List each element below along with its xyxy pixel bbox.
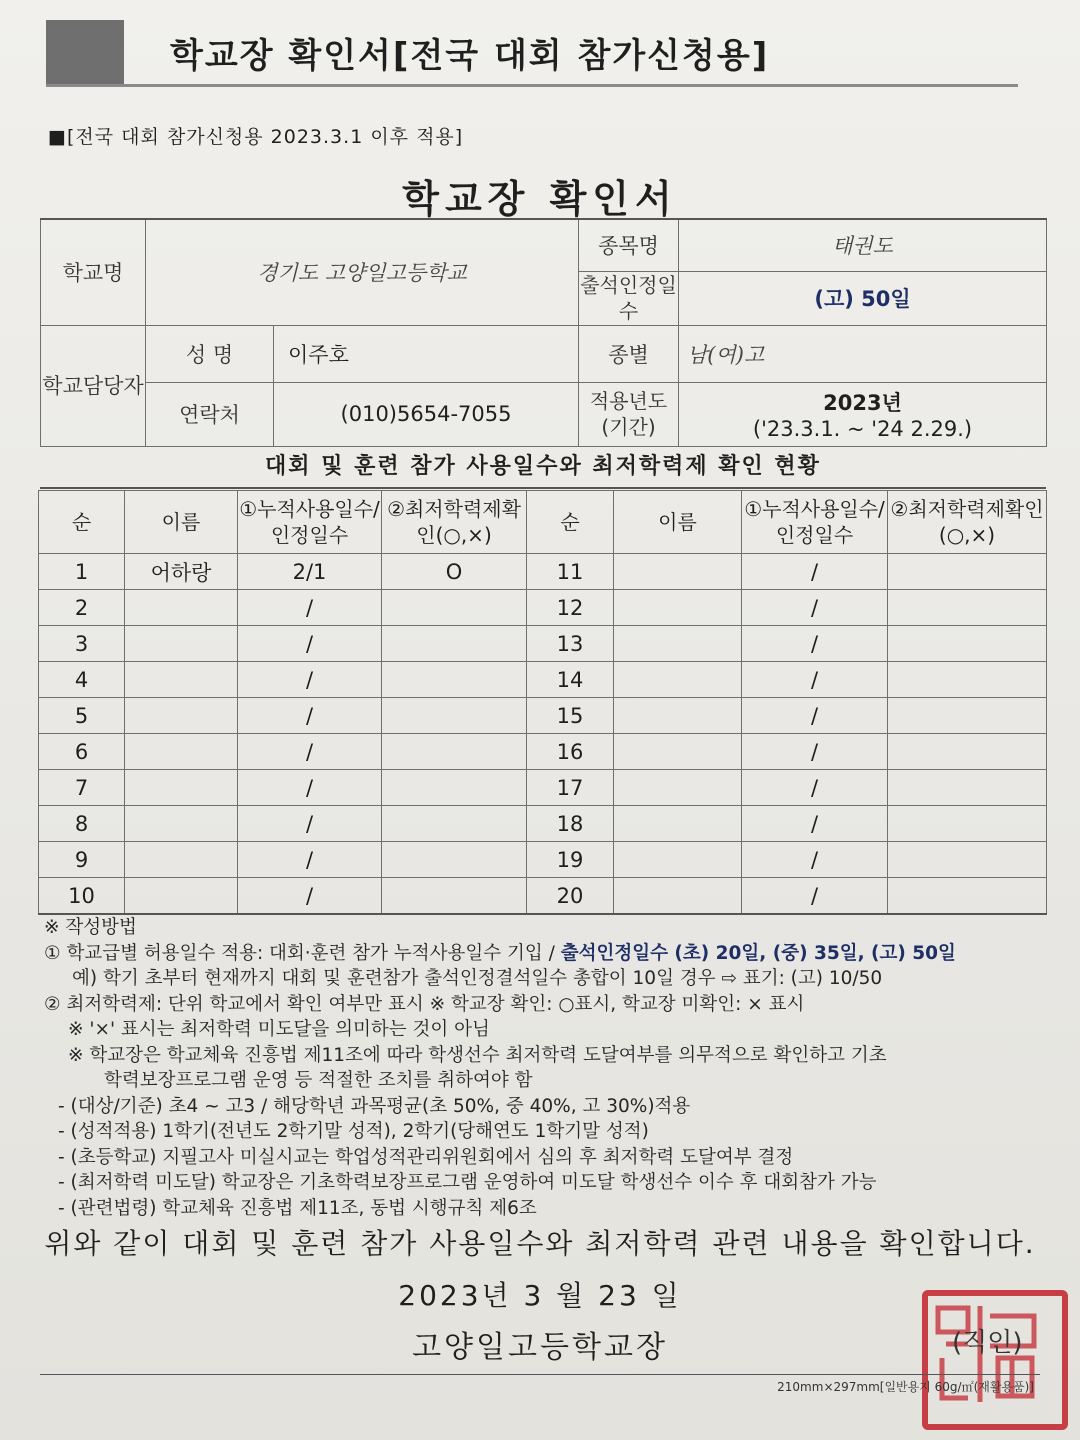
roster-cell-no: 5	[39, 698, 125, 734]
table-row	[39, 554, 1047, 590]
roster-cell-days: /	[742, 698, 888, 734]
contact-value: (010)5654-7055	[274, 382, 579, 446]
col-header-no-2: 순	[527, 491, 614, 554]
roster-cell-days: /	[742, 590, 888, 626]
roster-cell-days: /	[238, 590, 382, 626]
school-name-label: 학교명	[41, 219, 146, 325]
roster-cell-check	[888, 698, 1047, 734]
gender-value: 남(여)고	[679, 325, 1047, 382]
header-bar-decoration	[46, 20, 124, 84]
seal-label: (직인)	[952, 1328, 1023, 1358]
roster-cell-check	[888, 842, 1047, 878]
table-row	[39, 734, 1047, 770]
instruction-line-7: - (대상/기준) 초4 ~ 고3 / 해당학년 과목평균(초 50%, 중 40%, 고 30%)적용	[58, 1095, 691, 1117]
roster-cell-days: /	[238, 842, 382, 878]
roster-cell-no: 20	[527, 878, 614, 915]
roster-cell-days: /	[742, 662, 888, 698]
instruction-line-2: 예) 학기 초부터 현재까지 대회 및 훈련참가 출석인정결석일수 총합이 10일 경우 ⇨ 표기: (고) 10/50	[72, 968, 883, 989]
section-title: 대회 및 훈련 참가 사용일수와 최저학력제 확인 현황	[40, 447, 1046, 489]
instructions-title: ※ 작성방법	[44, 917, 137, 938]
roster-cell-days: /	[238, 734, 382, 770]
table-row	[39, 698, 1047, 734]
roster-table	[38, 490, 1047, 915]
issue-date: 2023년 3 월 23 일	[398, 1279, 682, 1312]
manager-name-value: 이주호	[274, 325, 579, 382]
roster-cell-no: 19	[527, 842, 614, 878]
roster-cell-check: O	[382, 554, 527, 590]
roster-cell-days: /	[238, 806, 382, 842]
instruction-line-4: ※ '×' 표시는 최저학력 미도달을 의미하는 것이 아님	[68, 1019, 490, 1040]
attendance-label: 출석인정일수	[580, 273, 677, 323]
sport-value: 태권도	[679, 219, 1047, 271]
contact-label: 연락처	[146, 382, 274, 446]
year-label: 적용년도(기간)	[579, 382, 679, 446]
roster-cell-name	[614, 734, 742, 770]
roster-cell-name	[614, 842, 742, 878]
year-value: 2023년	[823, 391, 902, 415]
bottom-divider	[40, 1374, 1040, 1375]
roster-cell-check	[382, 842, 527, 878]
instruction-line-1a: ① 학교급별 허용일수 적용: 대회·훈련 참가 누적사용일수 기입 /	[44, 942, 561, 964]
roster-cell-days: 2/1	[238, 554, 382, 590]
instruction-line-8: - (성적적용) 1학기(전년도 2학기말 성적), 2학기(당해연도 1학기말 성적)	[58, 1121, 649, 1142]
roster-cell-name	[125, 878, 238, 915]
roster-header-row	[39, 491, 1047, 554]
period-value: ('23.3.1. ~ '24 2.29.)	[752, 417, 973, 441]
roster-cell-name	[125, 734, 238, 770]
roster-cell-check	[888, 554, 1047, 590]
roster-cell-days: /	[742, 770, 888, 806]
instruction-line	[44, 941, 1044, 967]
paper-spec-note: 210mm×297mm[일반용지 60g/㎡(재활용품)]	[777, 1380, 1034, 1394]
roster-cell-check	[382, 878, 527, 915]
roster-cell-check	[382, 806, 527, 842]
roster-cell-name	[125, 770, 238, 806]
instruction-line-6: 학력보장프로그램 운영 등 적절한 조치를 취하여야 함	[104, 1070, 533, 1091]
manager-name-label: 성 명	[146, 325, 274, 382]
roster-cell-days: /	[238, 770, 382, 806]
roster-cell-name	[614, 878, 742, 915]
roster-cell-check	[382, 590, 527, 626]
roster-cell-check	[888, 806, 1047, 842]
roster-cell-no: 2	[39, 590, 125, 626]
roster-cell-no: 12	[527, 590, 614, 626]
roster-cell-no: 13	[527, 626, 614, 662]
roster-cell-check	[888, 878, 1047, 915]
col-header-academic: ②최저학력제확인(○,×)	[382, 491, 527, 554]
roster-cell-check	[382, 734, 527, 770]
school-info-table	[40, 218, 1047, 447]
table-row	[39, 878, 1047, 915]
roster-cell-name	[614, 590, 742, 626]
roster-cell-no: 3	[39, 626, 125, 662]
roster-cell-check	[382, 662, 527, 698]
roster-cell-check	[888, 662, 1047, 698]
roster-cell-name: 어하랑	[125, 554, 238, 590]
col-header-days-2: ①누적사용일수/인정일수	[742, 491, 888, 554]
col-header-academic-2: ②최저학력제확인(○,×)	[888, 491, 1047, 554]
roster-cell-name	[125, 590, 238, 626]
roster-cell-name	[125, 626, 238, 662]
roster-cell-days: /	[238, 698, 382, 734]
roster-cell-no: 10	[39, 878, 125, 915]
roster-cell-no: 15	[527, 698, 614, 734]
roster-cell-days: /	[742, 806, 888, 842]
roster-cell-name	[614, 662, 742, 698]
table-row	[39, 590, 1047, 626]
header-divider	[46, 84, 1018, 87]
roster-cell-no: 9	[39, 842, 125, 878]
col-header-days: ①누적사용일수/인정일수	[238, 491, 382, 554]
roster-cell-check	[888, 626, 1047, 662]
manager-label: 학교담당자	[41, 325, 146, 446]
roster-cell-name	[614, 806, 742, 842]
roster-cell-name	[614, 626, 742, 662]
gender-label: 종별	[579, 325, 679, 382]
form-title: 학교장 확인서	[402, 177, 678, 221]
year-cell	[679, 382, 1047, 446]
roster-cell-no: 6	[39, 734, 125, 770]
roster-cell-name	[614, 554, 742, 590]
roster-cell-check	[888, 590, 1047, 626]
roster-cell-check	[382, 626, 527, 662]
roster-cell-name	[614, 770, 742, 806]
roster-cell-name	[125, 842, 238, 878]
roster-cell-days: /	[742, 878, 888, 915]
instruction-line-5: ※ 학교장은 학교체육 진흥법 제11조에 따라 학생선수 최저학력 도달여부를 의무적으로 확인하고 기초	[68, 1044, 887, 1066]
table-row	[39, 806, 1047, 842]
roster-cell-days: /	[742, 842, 888, 878]
table-row	[39, 842, 1047, 878]
official-seal-stamp	[922, 1290, 1068, 1430]
roster-cell-days: /	[238, 662, 382, 698]
instructions-block	[44, 915, 1044, 1221]
roster-cell-no: 18	[527, 806, 614, 842]
instruction-line-1b: 출석인정일수 (초) 20일, (중) 35일, (고) 50일	[560, 942, 956, 964]
roster-cell-no: 11	[527, 554, 614, 590]
roster-cell-check	[382, 698, 527, 734]
roster-cell-no: 4	[39, 662, 125, 698]
roster-cell-no: 16	[527, 734, 614, 770]
header-title: 학교장 확인서[전국 대회 참가신청용]	[170, 36, 770, 76]
col-header-name: 이름	[125, 491, 238, 554]
roster-cell-no: 7	[39, 770, 125, 806]
roster-cell-days: /	[742, 554, 888, 590]
roster-body	[39, 491, 1047, 915]
school-name-value: 경기도 고양일고등학교	[146, 219, 579, 325]
col-header-no: 순	[39, 491, 125, 554]
instruction-line-10: - (최저학력 미도달) 학교장은 기초학력보장프로그램 운영하여 미도달 학생선수 이수 후 대회참가 가능	[58, 1172, 877, 1193]
roster-cell-name	[125, 662, 238, 698]
roster-cell-no: 17	[527, 770, 614, 806]
roster-cell-name	[614, 698, 742, 734]
instruction-line-11: - (관련법령) 학교체육 진흥법 제11조, 동법 시행규칙 제6조	[58, 1197, 537, 1219]
table-row	[39, 770, 1047, 806]
table-row	[39, 662, 1047, 698]
attendance-value: (고) 50일	[679, 271, 1047, 325]
roster-cell-check	[382, 770, 527, 806]
instruction-line-3: ② 최저학력제: 단위 학교에서 확인 여부만 표시 ※ 학교장 확인: ○표시, 학교장 미확인: × 표시	[44, 993, 805, 1015]
roster-cell-days: /	[238, 878, 382, 915]
roster-cell-name	[125, 698, 238, 734]
roster-cell-no: 1	[39, 554, 125, 590]
roster-cell-check	[888, 770, 1047, 806]
instruction-line-9: - (초등학교) 지필고사 미실시교는 학업성적관리위원회에서 심의 후 최저학력 도달여부 결정	[58, 1146, 794, 1168]
roster-cell-no: 14	[527, 662, 614, 698]
confirmation-statement: 위와 같이 대회 및 훈련 참가 사용일수와 최저학력 관련 내용을 확인합니다.	[44, 1227, 1036, 1260]
roster-cell-check	[888, 734, 1047, 770]
sport-label: 종목명	[579, 219, 679, 271]
roster-cell-days: /	[238, 626, 382, 662]
roster-cell-days: /	[742, 626, 888, 662]
principal-name: 고양일고등학교장	[412, 1330, 668, 1365]
table-row	[39, 626, 1047, 662]
roster-cell-days: /	[742, 734, 888, 770]
form-subnote: ■[전국 대회 참가신청용 2023.3.1 이후 적용]	[48, 126, 464, 148]
roster-cell-no: 8	[39, 806, 125, 842]
roster-cell-name	[125, 806, 238, 842]
col-header-name-2: 이름	[614, 491, 742, 554]
